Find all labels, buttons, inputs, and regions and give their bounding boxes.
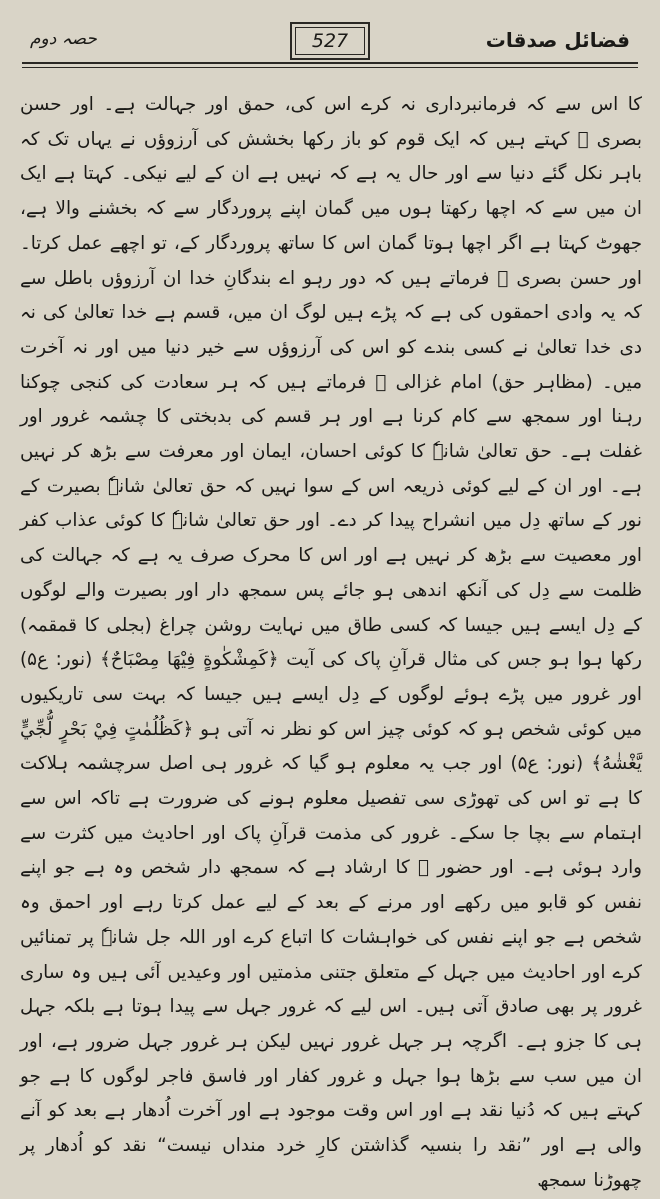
header-rule-thin	[22, 67, 638, 68]
page-number: 527	[311, 30, 349, 52]
body-paragraph: کا اس سے کہ فرمانبرداری نہ کرے اس کی، حمق اور جہالت ہے۔ اور حسن بصری ﷫ کہتے ہیں کہ ایک قوم کو باز رکھا بخشش کی آرزوؤں نے یہاں تک کہ باہر نکل گئے دنیا سے اور حال یہ ہے کہ نہیں ہے ان کے لیے نیکی۔ کہتا ہے ایک ان میں سے کہ اچھا رکھتا ہوں میں گمان اپنے پروردگار سے کہ بخشنے والا ہے، جھوٹ کہتا ہے اگر اچھا ہوتا گمان اس کا ساتھ پروردگار کے، تو اچھے عمل کرتا۔ اور حسن بصری ﷫ فرماتے ہیں کہ دور رہو اے بندگانِ خدا ان آرزوؤں باطل سے کہ یہ وادی احمقوں کی ہے کہ پڑے ہیں لوگ ان میں، قسم ہے خدا تعالیٰ کی نہ دی خدا تعالیٰ نے کسی بندے کو اس کی آرزوؤں سے خیر دنیا میں اور نہ آخرت میں۔ (مظاہر حق) امام غزالی ﷫ فرماتے ہیں کہ ہر سعادت کی کنجی چوکنا رہنا اور سمجھ سے کام کرنا ہے اور ہر قسم کی بدبختی کا چشمہ غرور اور غفلت ہے۔ حق تعالیٰ شانہٗ کا کوئی احسان، ایمان اور معرفت سے بڑھ کر نہیں ہے۔ اور ان کے لیے کوئی ذریعہ اس کے سوا نہیں کہ حق تعالیٰ شانہٗ بصیرت کے نور کے ساتھ دِل میں انشراح پیدا کر دے۔ اور حق تعالیٰ شانہٗ کا کوئی عذاب کفر اور معصیت سے بڑھ کر نہیں ہے اور اس کا محرک صرف یہ ہے کہ جہالت کی ظلمت سے دِل کی آنکھ اندھی ہو جائے پس سمجھ دار اور بصیرت والے لوگوں کے دِل ایسے ہیں جیسا کہ کسی طاق میں نہایت روشن چراغ (بجلی کا قمقمہ) رکھا ہوا ہو جس کی مثال قرآنِ پاک کی آیت ﴿كَمِشْكٰوةٍ فِيْهَا مِصْبَاحٌ﴾ (نور: ع۵) اور غرور میں پڑے ہوئے لوگوں کے دِل ایسے ہیں جیسا کہ بہت سی تاریکیوں میں کوئی شخص ہو کہ کوئی چیز اس کو نظر نہ آتی ہو ﴿كَظُلُمٰتٍ فِيْ بَحْرٍ لُّجِّيٍّ يَّغْشٰهُ﴾ (نور: ع۵) اور جب یہ معلوم ہو گیا کہ غرور ہی اصل سرچشمہ ہلاکت کا ہے تو اس کی تھوڑی سی تفصیل معلوم ہونے کی ضرورت ہے تاکہ اس سے اہتمام سے بچا جا سکے۔ غرور کی مذمت قرآنِ پاک اور احادیث میں کثرت سے وارد ہوئی ہے۔ اور حضور ﷺ کا ارشاد ہے کہ سمجھ دار شخص وہ ہے جو اپنے نفس کو قابو میں رکھے اور مرنے کے بعد کے لیے عمل کرتا رہے اور احمق وہ شخص ہے جو اپنے نفس کی خواہشات کا اتباع کرے اور اللہ جل شانہٗ پر تمنائیں کرے اور احادیث میں جہل کے متعلق جتنی مذمتیں اور وعیدیں آئی ہیں وہ ساری غرور پر بھی صادق آتی ہیں۔ اس لیے کہ غرور جہل سے پیدا ہوتا ہے بلکہ جہل ہی کا جزو ہے۔ اگرچہ ہر جہل غرور نہیں لیکن ہر غرور جہل ضرور ہے، اور ان میں سب سے بڑھا ہوا جہل و غرور کفار اور فاسق فاجر لوگوں کا ہے جو کہتے ہیں کہ دُنیا نقد ہے اور اس وقت موجود ہے اور آخرت اُدھار ہے بعد کو آنے والی ہے اور ”نقد را بنسیہ گذاشتن کارِ خرد منداں نیست“ نقد کو اُدھار پر چھوڑنا سمجھ	[20, 94, 642, 1191]
page-number-box	[290, 22, 370, 60]
book-title: فضائل صدقات	[485, 28, 630, 52]
section-label: حصہ دوم	[30, 29, 97, 49]
header-rule	[22, 62, 638, 64]
page-header	[0, 0, 660, 78]
body-text	[20, 88, 642, 1191]
